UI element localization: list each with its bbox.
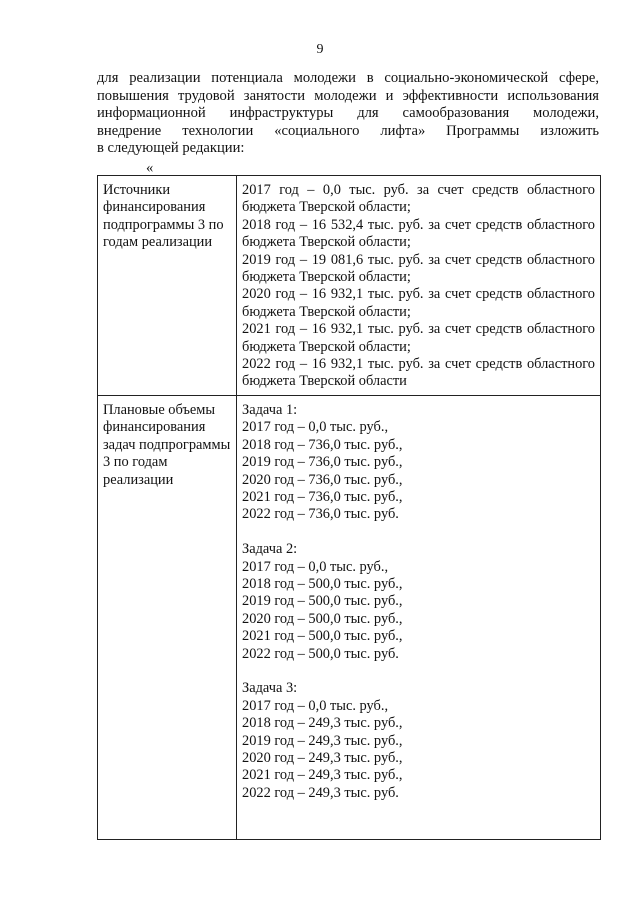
task-block	[242, 680, 595, 802]
task-line: 2020 год – 500,0 тыс. руб.,	[242, 610, 403, 627]
sources-label: Источники финансирования подпрограммы 3 по годам реализации	[98, 176, 237, 396]
task-line: 2021 год – 249,3 тыс. руб.,	[242, 767, 403, 784]
financing-entry	[242, 182, 595, 217]
intro-line: для реализации потенциала молодежи в социально-экономической сфере,	[97, 70, 599, 86]
task-line: 2018 год – 500,0 тыс. руб.,	[242, 575, 403, 592]
planned-volumes-row	[98, 395, 601, 839]
task-line: 2019 год – 249,3 тыс. руб.,	[242, 732, 403, 749]
sources-row	[98, 176, 601, 396]
planned-volumes-label: Плановые объемы финансирования задач подпрограммы 3 по годам реализации	[98, 395, 237, 839]
entry-line: бюджета Тверской области;	[242, 234, 411, 251]
task-line: 2020 год – 736,0 тыс. руб.,	[242, 471, 403, 488]
financing-entry	[242, 252, 595, 287]
entry-line: 2019 год – 19 081,6 тыс. руб. за счет средств областного	[242, 251, 595, 268]
financing-entry	[242, 321, 595, 356]
entry-line: бюджета Тверской области	[242, 373, 407, 390]
task-line: 2019 год – 500,0 тыс. руб.,	[242, 593, 403, 610]
task-title: Задача 3:	[242, 680, 298, 697]
task-line: 2022 год – 500,0 тыс. руб.	[242, 645, 399, 662]
financing-entry	[242, 356, 595, 391]
entry-line: 2021 год – 16 932,1 тыс. руб. за счет средств областного	[242, 321, 595, 338]
task-block	[242, 402, 595, 524]
entry-line: 2018 год – 16 532,4 тыс. руб. за счет средств областного	[242, 216, 595, 233]
intro-line: повышения трудовой занятости молодежи и эффективности использования	[97, 87, 599, 104]
task-line: 2022 год – 736,0 тыс. руб.	[242, 506, 399, 523]
task-line: 2020 год – 249,3 тыс. руб.,	[242, 749, 403, 766]
entry-line: 2020 год – 16 932,1 тыс. руб. за счет средств областного	[242, 286, 595, 303]
intro-line: информационной инфраструктуры для самообразования молодежи,	[97, 105, 599, 122]
task-line: 2019 год – 736,0 тыс. руб.,	[242, 454, 403, 471]
task-block	[242, 541, 595, 663]
task-line: 2017 год – 0,0 тыс. руб.,	[242, 697, 389, 714]
task-line: 2021 год – 736,0 тыс. руб.,	[242, 488, 403, 505]
intro-paragraph	[97, 70, 599, 158]
entry-line: бюджета Тверской области;	[242, 199, 411, 216]
financing-entry	[242, 217, 595, 252]
entry-line: бюджета Тверской области;	[242, 303, 411, 320]
task-line: 2017 год – 0,0 тыс. руб.,	[242, 419, 389, 436]
task-line: 2018 год – 736,0 тыс. руб.,	[242, 436, 403, 453]
task-line: 2022 год – 249,3 тыс. руб.	[242, 784, 399, 801]
task-line: 2017 год – 0,0 тыс. руб.,	[242, 558, 389, 575]
planned-volumes-values	[237, 395, 601, 839]
task-title: Задача 1:	[242, 401, 298, 418]
entry-line: бюджета Тверской области;	[242, 269, 411, 286]
opening-quote: «	[146, 160, 154, 176]
intro-line: внедрение технологии «социального лифта» Программы изложить	[97, 122, 599, 139]
financing-entry	[242, 286, 595, 321]
intro-line: в следующей редакции:	[97, 140, 245, 157]
entry-line: 2022 год – 16 932,1 тыс. руб. за счет средств областного	[242, 356, 595, 373]
entry-line: бюджета Тверской области;	[242, 338, 411, 355]
task-title: Задача 2:	[242, 541, 298, 558]
page-number: 9	[316, 42, 324, 57]
task-line: 2018 год – 249,3 тыс. руб.,	[242, 715, 403, 732]
sources-values	[237, 176, 601, 396]
task-line: 2021 год – 500,0 тыс. руб.,	[242, 628, 403, 645]
entry-line: 2017 год – 0,0 тыс. руб. за счет средств областного	[242, 182, 595, 198]
financing-table	[97, 175, 601, 840]
